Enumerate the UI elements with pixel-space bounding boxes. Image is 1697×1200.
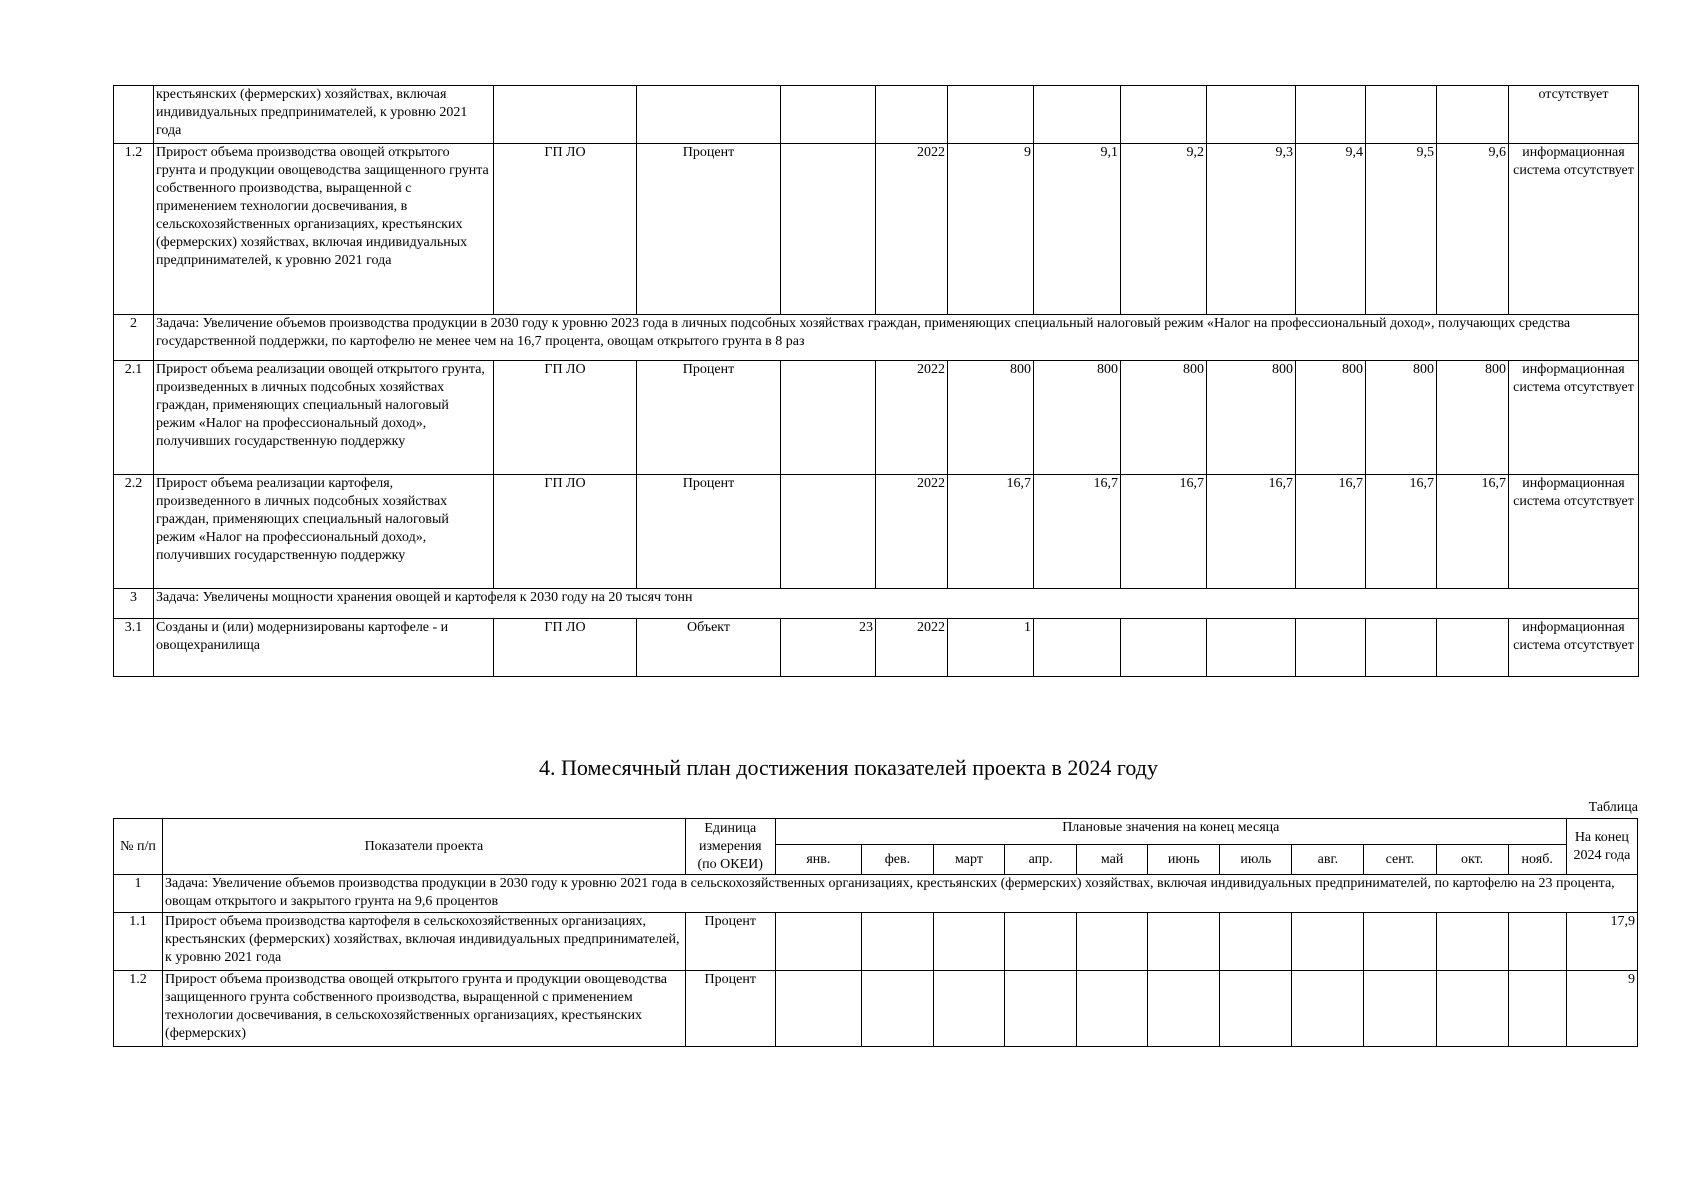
year-end-value: 17,9 [1566,913,1637,971]
base-year: 2022 [876,619,948,677]
table-row [114,619,1639,677]
month-feb: фев. [861,845,933,875]
info-system: информационная система отсутствует [1509,475,1639,589]
row-num: 3 [114,589,154,619]
base-value: 23 [781,619,876,677]
header-row [114,819,1638,845]
value-2026 [1121,86,1207,144]
row-num: 2.1 [114,361,154,475]
row-num: 2.2 [114,475,154,589]
value-2029 [1366,619,1437,677]
value-2024: 16,7 [948,475,1034,589]
value-2027 [1207,86,1296,144]
base-year: 2022 [876,475,948,589]
value-2025: 9,1 [1034,144,1121,315]
month-sep: сент. [1364,845,1436,875]
base-value [781,475,876,589]
base-value [781,86,876,144]
header-year-end: На конец 2024 года [1566,819,1637,875]
value-2025 [1034,86,1121,144]
value-2026: 9,2 [1121,144,1207,315]
value-2028: 800 [1296,361,1366,475]
value-2030: 9,6 [1437,144,1509,315]
value-2029: 800 [1366,361,1437,475]
row-num: 2 [114,315,154,361]
unit: Процент [637,144,781,315]
row-num: 1.2 [114,971,163,1047]
indicator-name: крестьянских (фермерских) хозяйствах, включая индивидуальных предпринимателей, к уровню 2021 года [154,86,494,144]
table-row [114,475,1639,589]
info-system: информационная система отсутствует [1509,619,1639,677]
table-row [114,144,1639,315]
header-unit: Единица измерения (по ОКЕИ) [685,819,775,875]
table-row [114,86,1639,144]
task-row [114,589,1639,619]
value-2026 [1121,619,1207,677]
month-oct: окт. [1436,845,1508,875]
value-2028 [1296,619,1366,677]
month-jun: июнь [1148,845,1220,875]
base-year [876,86,948,144]
value-2028: 9,4 [1296,144,1366,315]
month-jul: июль [1220,845,1292,875]
month-may: май [1077,845,1148,875]
row-num: 1.1 [114,913,163,971]
month-jan: янв. [775,845,861,875]
value-2027: 9,3 [1207,144,1296,315]
row-num: 1.2 [114,144,154,315]
level [494,86,637,144]
value-2028 [1296,86,1366,144]
value-2029: 16,7 [1366,475,1437,589]
month-apr: апр. [1005,845,1077,875]
unit: Процент [637,475,781,589]
level: ГП ЛО [494,144,637,315]
base-value [781,361,876,475]
base-value [781,144,876,315]
section-title: 4. Помесячный план достижения показателей проекта в 2024 году [539,755,1158,780]
indicators-table-continued [113,85,1639,677]
value-2025: 800 [1034,361,1121,475]
table-row [114,971,1638,1047]
unit: Процент [685,913,775,971]
value-2028: 16,7 [1296,475,1366,589]
indicator-name: Прирост объема реализации овощей открытого грунта, произведенных в личных подсобных хозяйствах граждан, применяющих специальный налоговый режим «Налог на профессиональный доход», получивших государственную поддержку [154,361,494,475]
table-label: Таблица [1588,800,1638,815]
unit: Объект [637,619,781,677]
level: ГП ЛО [494,361,637,475]
row-num: 3.1 [114,619,154,677]
value-2027: 16,7 [1207,475,1296,589]
unit: Процент [637,361,781,475]
value-2024: 9 [948,144,1034,315]
task-text: Задача: Увеличение объемов производства продукции в 2030 году к уровню 2023 года в личных подсобных хозяйствах граждан, применяющих специальный налоговый режим «Налог на профессиональный доход», получающих средства государственной поддержки, по картофелю не менее чем на 16,7 процента, овощам открытого грунта в 8 раз [154,315,1639,361]
indicator-name: Прирост объема производства картофеля в сельскохозяйственных организациях, крестьянских (фермерских) хозяйствах, включая индивидуальных предпринимателей, к уровню 2021 года [163,913,686,971]
value-2024: 800 [948,361,1034,475]
task-row [114,875,1638,913]
monthly-plan-table [113,818,1638,1047]
info-system: отсутствует [1509,86,1639,144]
indicator-name: Созданы и (или) модернизированы картофеле - и овощехранилища [154,619,494,677]
value-2026: 16,7 [1121,475,1207,589]
value-2027 [1207,619,1296,677]
base-year: 2022 [876,144,948,315]
value-2030 [1437,86,1509,144]
unit: Процент [685,971,775,1047]
value-2027: 800 [1207,361,1296,475]
month-mar: март [933,845,1004,875]
header-num: № п/п [114,819,163,875]
value-2030: 16,7 [1437,475,1509,589]
month-nov: нояб. [1508,845,1566,875]
year-end-value: 9 [1566,971,1637,1047]
value-2025: 16,7 [1034,475,1121,589]
row-num: 1 [114,875,163,913]
info-system: информационная система отсутствует [1509,144,1639,315]
value-2030 [1437,619,1509,677]
task-text: Задача: Увеличены мощности хранения овощей и картофеля к 2030 году на 20 тысяч тонн [154,589,1639,619]
indicator-name: Прирост объема реализации картофеля, произведенного в личных подсобных хозяйствах граждан, применяющих специальный налоговый режим «Налог на профессиональный доход», получивших государственную поддержку [154,475,494,589]
indicator-name: Прирост объема производства овощей открытого грунта и продукции овощеводства защищенного грунта собственного производства, выращенной с применением технологии досвечивания, в сельскохозяйственных организациях, крестьянских (фермерских) хозяйствах, включая индивидуальных предпринимателей, к уровню 2021 года [154,144,494,315]
table-row [114,913,1638,971]
info-system: информационная система отсутствует [1509,361,1639,475]
value-2026: 800 [1121,361,1207,475]
level: ГП ЛО [494,619,637,677]
value-2029 [1366,86,1437,144]
base-year: 2022 [876,361,948,475]
value-2030: 800 [1437,361,1509,475]
value-2025 [1034,619,1121,677]
table-row [114,361,1639,475]
level: ГП ЛО [494,475,637,589]
value-2024: 1 [948,619,1034,677]
unit [637,86,781,144]
indicator-name: Прирост объема производства овощей открытого грунта и продукции овощеводства защищенного грунта собственного производства, выращенной с применением технологии досвечивания, в сельскохозяйственных организациях, крестьянских (фермерских) [163,971,686,1047]
row-num [114,86,154,144]
task-text: Задача: Увеличение объемов производства продукции в 2030 году к уровню 2021 года в сельскохозяйственных организациях, крестьянских (фермерских) хозяйствах, включая индивидуальных предпринимателей, по картофелю на 23 процента, овощам открытого и закрытого грунта на 9,6 процентов [163,875,1638,913]
header-planned: Плановые значения на конец месяца [775,819,1566,845]
month-aug: авг. [1292,845,1364,875]
value-2024 [948,86,1034,144]
header-name: Показатели проекта [163,819,686,875]
task-row [114,315,1639,361]
value-2029: 9,5 [1366,144,1437,315]
